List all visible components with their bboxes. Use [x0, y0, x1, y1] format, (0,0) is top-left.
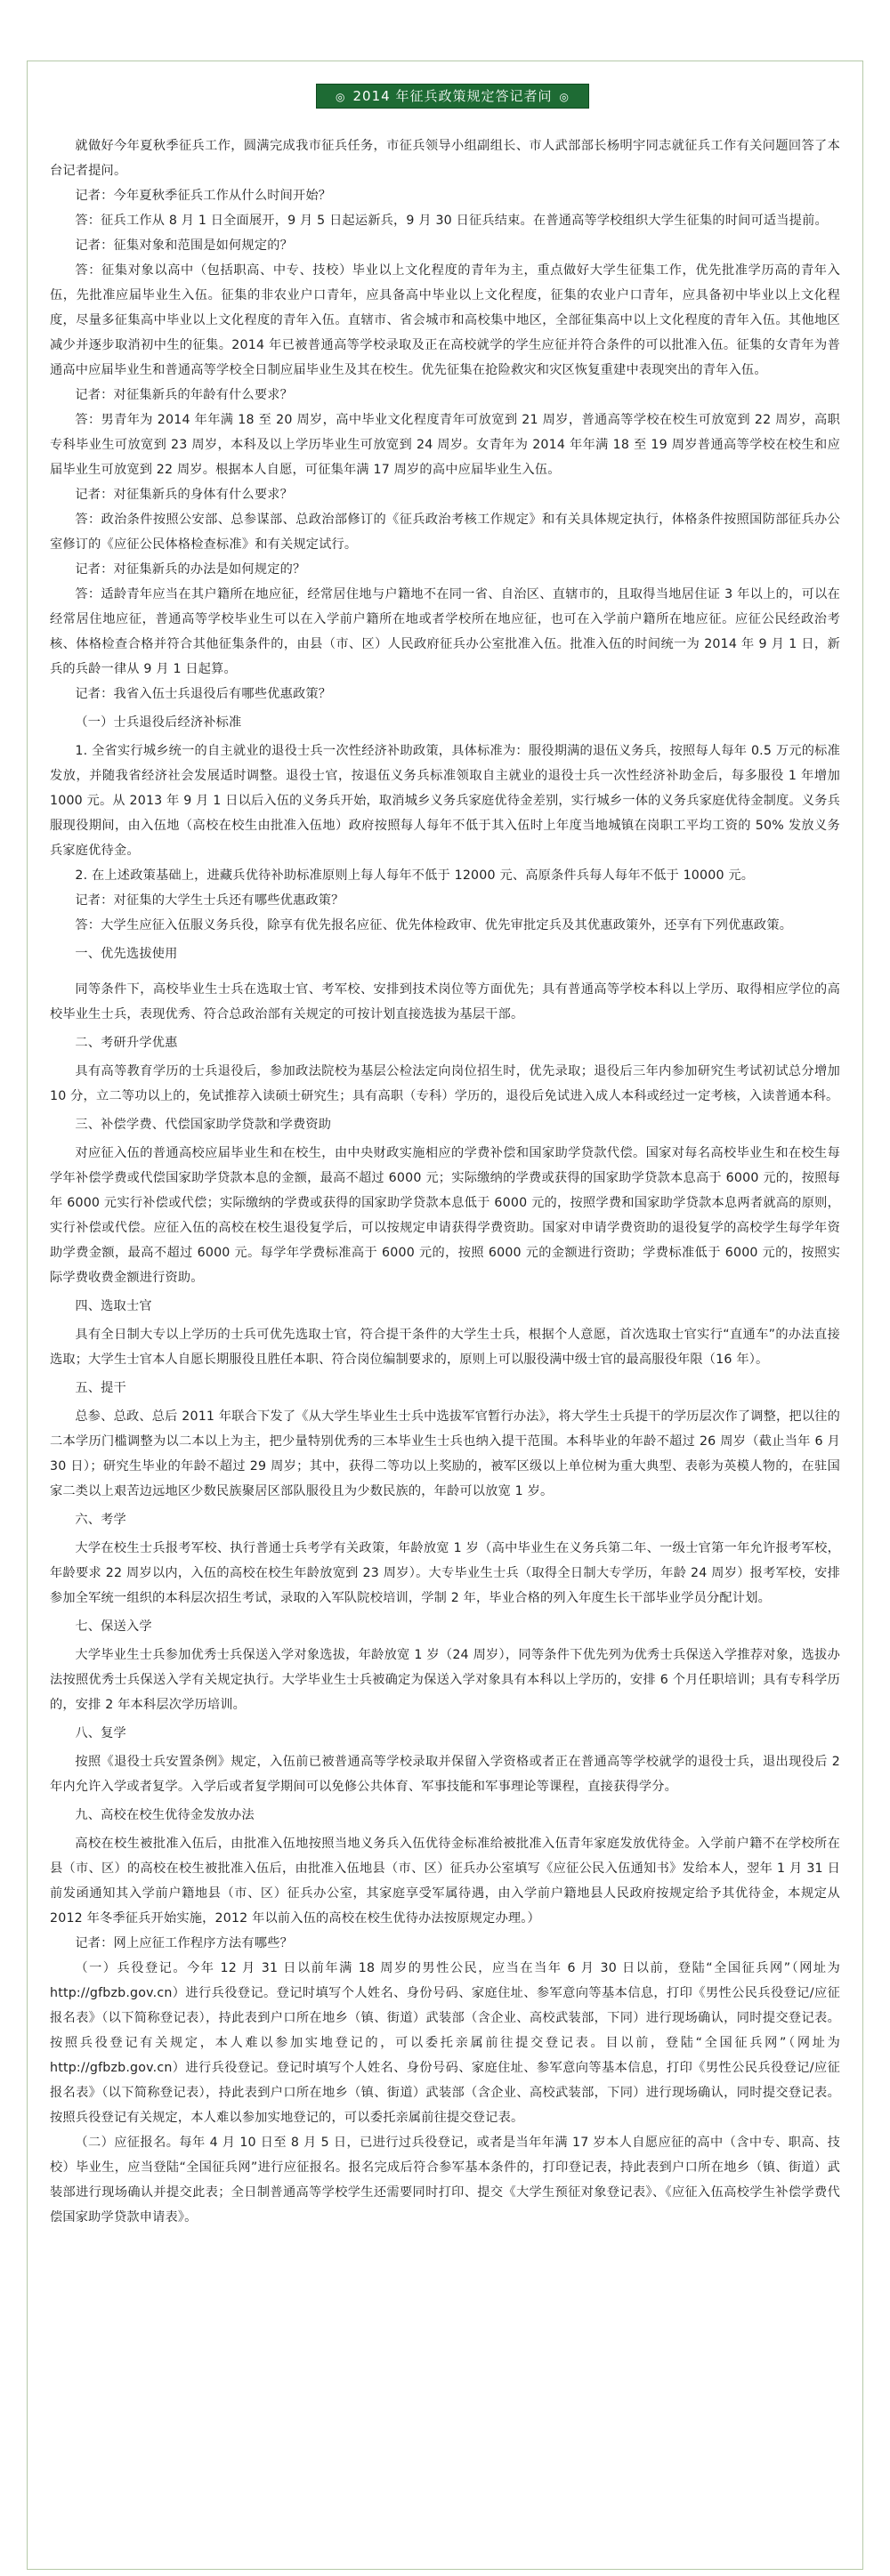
answer-paragraph: 答：征集对象以高中（包括职高、中专、技校）毕业以上文化程度的青年为主，重点做好大学生征集工作，优先批准学历高的青年入伍，先批准应届毕业生入伍。征集的非农业户口青年，应具备高中毕业以上文化程度，征集的农业户口青年，应具备初中毕业以上文化程度，尽量多征集高中毕业以上文化程度的青年入伍。直辖市、省会城市和高校集中地区，全部征集高中以上文化程度的青年入伍。其他地区减少并逐步取消初中生的征集。2014 年已被普通高等学校录取及正在高校就学的学生应征并符合条件的可以批准入伍。征集的女青年为普通高中应届毕业生和普通高等学校全日制应届毕业生及其在校生。优先征集在抢险救灾和灾区恢复重建中表现突出的青年入伍。 — [50, 263, 840, 377]
question-paragraph: 记者：今年夏秋季征兵工作从什么时间开始？ — [75, 189, 332, 203]
section-heading: （一）士兵退役后经济补标准 — [75, 715, 242, 730]
article-title: 2014 年征兵政策规定答记者问 — [352, 88, 553, 104]
section-heading: 六、考学 — [75, 1513, 126, 1527]
question-paragraph: 记者：网上应征工作程序方法有哪些？ — [75, 1936, 293, 1950]
answer-paragraph: 对应征入伍的普通高校应届毕业生和在校生，由中央财政实施相应的学费补偿和国家助学贷款代偿。国家对每名高校毕业生和在校生每学年补偿学费或代偿国家助学贷款本息的金额，最高不超过 6000 元；实际缴纳的学费或获得的国家助学贷款本息高于 6000 元的，按照每年 6000 元实行补偿或代偿；实际缴纳的学费或获得的国家助学贷款本息低于 6000 元的，按照学费和国家助学贷款本息两者就高的原则，实行补偿或代偿。应征入伍的高校在校生退役复学后，可以按规定申请获得学费资助。国家对申请学费资助的退役复学的高校学生每学年资助学费金额，最高不超过 6000 元。每学年学费标准高于 6000 元的，按照 6000 元的金额进行资助；学费标准低于 6000 元的，按照实际学费收费金额进行资助。 — [50, 1146, 840, 1285]
answer-paragraph: 同等条件下，高校毕业生士兵在选取士官、考军校、安排到技术岗位等方面优先；具有普通高等学校本科以上学历、取得相应学位的高校毕业生士兵，表现优秀、符合总政治部有关规定的可按计划直接选拔为基层干部。 — [50, 982, 840, 1022]
section-heading: 八、复学 — [75, 1726, 126, 1740]
answer-paragraph: 答：政治条件按照公安部、总参谋部、总政治部修订的《征兵政治考核工作规定》和有关具体规定执行，体格条件按照国防部征兵办公室修订的《应征公民体格检查标准》和有关规定试行。 — [50, 513, 840, 552]
answer-paragraph: 高校在校生被批准入伍后，由批准入伍地按照当地义务兵入伍优待金标准给被批准入伍青年家庭发放优待金。入学前户籍不在学校所在县（市、区）的高校在校生被批准入伍后，由批准入伍地县（市、区）征兵办公室填写《应征公民入伍通知书》发给本人，翌年 1 月 31 日 前发函通知其入学前户籍地县（市、区）征兵办公室，其家庭享受军属待遇，由入学前户籍地县人民政府按规定给予其优待金，本规定从 2012 年冬季征兵开始实施，2012 年以前入伍的高校在校生优待办法按原规定办理。） — [50, 1837, 840, 1926]
section-heading: 九、高校在校生优待金发放办法 — [75, 1808, 255, 1822]
question-paragraph: 记者：对征集新兵的年龄有什么要求？ — [75, 388, 293, 402]
answer-paragraph: 按照《退役士兵安置条例》规定，入伍前已被普通高等学校录取并保留入学资格或者正在普通高等学校就学的退役士兵，退出现役后 2 年内允许入学或者复学。入学后或者复学期间可以免修公共体育、军事技能和军事理论等课程，直接获得学分。 — [50, 1755, 840, 1794]
answer-paragraph: 就做好今年夏秋季征兵工作，圆满完成我市征兵任务，市征兵领导小组副组长、市人武部部长杨明宇同志就征兵工作有关问题回答了本台记者提问。 — [50, 139, 840, 178]
answer-paragraph: 具有全日制大专以上学历的士兵可优先选取士官，符合提干条件的大学生士兵，根据个人意愿，首次选取士官实行“直通车”的办法直接选取；大学生士官本人自愿长期服役且胜任本职、符合岗位编制要求的，原则上可以服役满中级士官的最高服役年限（16 年）。 — [50, 1328, 840, 1367]
answer-paragraph: 大学在校生士兵报考军校、执行普通士兵考学有关政策，年龄放宽 1 岁（高中毕业生在义务兵第二年、一级士官第一年允许报考军校，年龄要求 22 周岁以内，入伍的高校在校生年龄放宽到 23 周岁）。大专毕业生士兵（取得全日制大专学历，年龄 24 周岁）报考军校，安排参加全军统一组织的本科层次招生考试，录取的入军队院校培训，学制 2 年，毕业合格的列入年度生长干部毕业学员分配计划。 — [50, 1541, 840, 1605]
question-paragraph: 记者：对征集新兵的身体有什么要求？ — [75, 488, 293, 502]
section-heading: 四、选取士官 — [75, 1299, 152, 1313]
section-heading: 一、优先选拔使用 — [75, 947, 178, 961]
answer-paragraph: 总参、总政、总后 2011 年联合下发了《从大学生毕业生士兵中选拔军官暂行办法》，将大学生士兵提干的学历层次作了调整，把以往的二本学历门槛调整为以二本以上为主，把少量特别优秀的三本毕业生士兵也纳入提干范围。本科毕业的年龄不超过 26 周岁（截止当年 6 月 30 日）；研究生毕业的年龄不超过 29 周岁；其中，获得二等功以上奖励的，被军区级以上单位树为重大典型、表彰为英模人物的，在驻国家二类以上艰苦边远地区少数民族聚居区部队服役且为少数民族的，年龄可以放宽 1 岁。 — [50, 1409, 840, 1498]
section-heading: 七、保送入学 — [75, 1619, 152, 1634]
title-bullet-right-icon: ◎ — [559, 91, 570, 103]
article-title-bar — [316, 84, 589, 109]
section-heading: 五、提干 — [75, 1381, 126, 1395]
answer-paragraph: 答：征兵工作从 8 月 1 日全面展开，9 月 5 日起运新兵，9 月 30 日征兵结束。在普通高等学校组织大学生征集的时间可适当提前。 — [75, 214, 828, 228]
section-heading: 三、补偿学费、代偿国家助学贷款和学费资助 — [75, 1118, 332, 1132]
answer-paragraph: 答：男青年为 2014 年年满 18 至 20 周岁，高中毕业文化程度青年可放宽到 21 周岁，普通高等学校在校生可放宽到 22 周岁，高职专科毕业生可放宽到 23 周岁，本科及以上学历毕业生可放宽到 24 周岁。女青年为 2014 年年满 18 至 19 周岁普通高等学校在校生和应届毕业生可放宽到 22 周岁。根据本人自愿，可征集年满 17 周岁的高中应届毕业生入伍。 — [50, 413, 840, 477]
title-bullet-left-icon: ◎ — [336, 91, 346, 103]
answer-paragraph: 大学毕业生士兵参加优秀士兵保送入学对象选拔，年龄放宽 1 岁（24 周岁），同等条件下优先列为优秀士兵保送入学推荐对象，选拔办法按照优秀士兵保送入学有关规定执行。大学毕业生士兵被确定为保送入学对象具有本科以上学历的，安排 6 个月任职培训；具有专科学历的，安排 2 年本科层次学历培训。 — [50, 1648, 840, 1712]
answer-paragraph: 答：大学生应征入伍服义务兵役，除享有优先报名应征、优先体检政审、优先审批定兵及其优惠政策外，还享有下列优惠政策。 — [75, 918, 793, 933]
answer-paragraph: （一）兵役登记。今年 12 月 31 日以前年满 18 周岁的男性公民，应当在当年 6 月 30 日以前，登陆“全国征兵网”（网址为 http://gfbzb.gov.cn）进行兵役登记。登记时填写个人姓名、身份号码、家庭住址、参军意向等基本信息，打印《男性公民兵役登记/应征报名表》（以下简称登记表），持此表到户口所在地乡（镇、街道）武装部（含企业、高校武装部，下同）进行现场确认，同时提交登记表。按照兵役登记有关规定，本人难以参加实地登记的，可以委托亲属前往提交登记表。目以前，登陆“全国征兵网”（网址为 http://gfbzb.gov.cn）进行兵役登记。登记时填写个人姓名、身份号码、家庭住址、参军意向等基本信息，打印《男性公民兵役登记/应征报名表》（以下简称登记表），持此表到户口所在地乡（镇、街道）武装部（含企业、高校武装部，下同）进行现场确认，同时提交登记表。按照兵役登记有关规定，本人难以参加实地登记的，可以委托亲属前往提交登记表。 — [50, 1961, 840, 2125]
answer-paragraph: （二）应征报名。每年 4 月 10 日至 8 月 5 日，已进行过兵役登记，或者是当年年满 17 岁本人自愿应征的高中（含中专、职高、技校）毕业生，应当登陆“全国征兵网”进行应征报名。报名完成后符合参军基本条件的，打印登记表，持此表到户口所在地乡（镇、街道）武装部进行现场确认并提交此表；全日制普通高等学校学生还需要同时打印、提交《大学生预征对象登记表》、《应征入伍高校学生补偿学费代偿国家助学贷款申请表》。 — [50, 2136, 840, 2225]
spacer — [50, 970, 840, 977]
answer-paragraph: 具有高等教育学历的士兵退役后，参加政法院校为基层公检法定向岗位招生时，优先录取；退役后三年内参加研究生考试初试总分增加 10 分，立二等功以上的，免试推荐入读硕士研究生；具有高职（专科）学历的，退役后免试进入成人本科或经过一定考核，入读普通本科。 — [50, 1064, 840, 1103]
question-paragraph: 记者：征集对象和范围是如何规定的？ — [75, 238, 293, 253]
section-heading: 二、考研升学优惠 — [75, 1036, 178, 1050]
question-paragraph: 记者：我省入伍士兵退役后有哪些优惠政策？ — [75, 687, 332, 701]
article-body — [50, 133, 840, 2536]
answer-paragraph: 答：适龄青年应当在其户籍所在地应征，经常居住地与户籍地不在同一省、自治区、直辖市的，且取得当地居住证 3 年以上的，可以在经常居住地应征，普通高等学校毕业生可以在入学前户籍所在地或者学校所在地应征，也可在入学前户籍所在地应征。应征公民经政治考核、体格检查合格并符合其他征集条件的，由县（市、区）人民政府征兵办公室批准入伍。批准入伍的时间统一为 2014 年 9 月 1 日，新兵的兵龄一律从 9 月 1 日起算。 — [50, 587, 840, 676]
answer-paragraph: 1. 全省实行城乡统一的自主就业的退役士兵一次性经济补助政策，具体标准为：服役期满的退伍义务兵，按照每人每年 0.5 万元的标准发放，并随我省经济社会发展适时调整。退役士官，按退伍义务兵标准领取自主就业的退役士兵一次性经济补助金后，每多服役 1 年增加 1000 元。从 2013 年 9 月 1 日以后入伍的义务兵开始，取消城乡义务兵家庭优待金差别，实行城乡一体的义务兵家庭优待金制度。义务兵服现役期间，由入伍地（高校在校生由批准入伍地）政府按照每人每年不低于其入伍时上年度当地城镇在岗职工平均工资的 50% 发放义务兵家庭优待金。 — [50, 744, 840, 858]
question-paragraph: 记者：对征集的大学生士兵还有哪些优惠政策？ — [75, 893, 344, 908]
answer-paragraph: 2. 在上述政策基础上，进藏兵优待补助标准原则上每人每年不低于 12000 元、高原条件兵每人每年不低于 10000 元。 — [75, 868, 755, 883]
question-paragraph: 记者：对征集新兵的办法是如何规定的？ — [75, 562, 306, 577]
